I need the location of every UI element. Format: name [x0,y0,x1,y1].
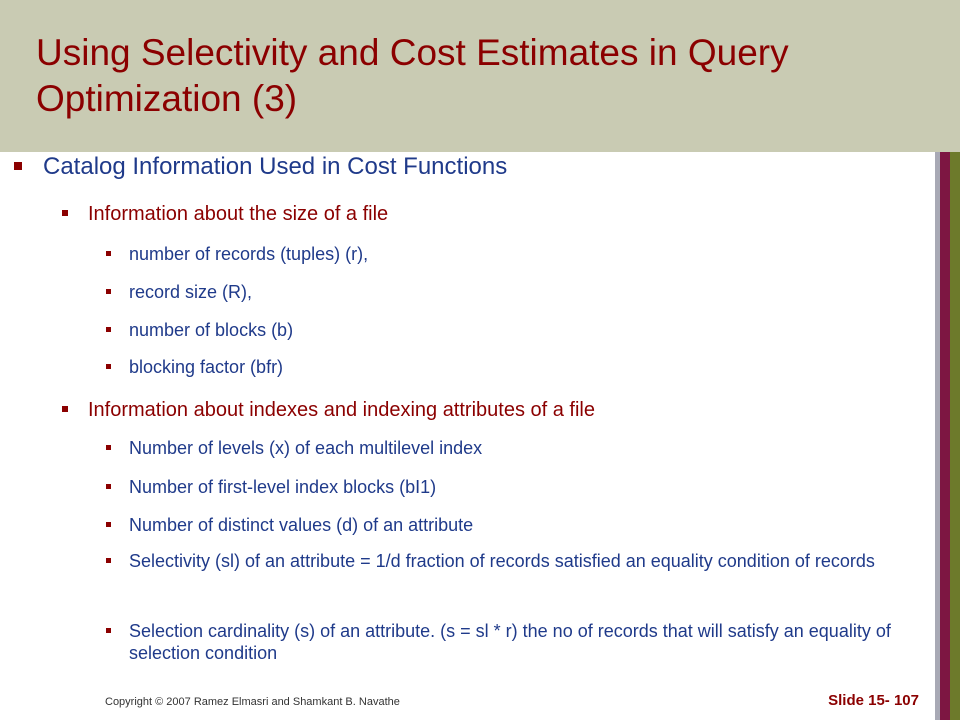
bullet-square-icon [62,210,68,216]
bullet-square-icon [106,628,111,633]
bullet-square-icon [106,445,111,450]
index-item-text: Number of distinct values (d) of an attribute [129,515,474,535]
slide-number: Slide 15- 107 [828,692,919,709]
file-size-item [106,243,906,265]
index-item-text: Number of first-level index blocks (bI1) [129,477,437,497]
bullet-file-size [62,202,388,226]
index-item-text: Selection cardinality (s) of an attribute. (s = sl * r) the no of records that will satisfy an equality of selection condition [129,621,891,663]
bullet-square-icon [106,364,111,369]
indexes-heading: Information about indexes and indexing attributes of a file [88,399,595,421]
file-size-item [106,319,906,341]
slide-title: Using Selectivity and Cost Estimates in Query Optimization (3) [36,32,789,119]
bullet-square-icon [106,484,111,489]
index-item [106,620,906,664]
side-bar-olive [950,152,960,720]
bullet-square-icon [106,289,111,294]
index-item [106,476,906,498]
bullet-indexes [62,398,595,422]
file-size-item-text: record size (R), [129,282,253,302]
file-size-item [106,356,906,378]
file-size-item-text: number of records (tuples) (r), [129,244,369,264]
bullet-square-icon [14,162,22,170]
file-size-heading: Information about the size of a file [88,203,389,225]
bullet-square-icon [106,522,111,527]
file-size-item [106,281,906,303]
index-item [106,437,906,459]
copyright-footer: Copyright © 2007 Ramez Elmasri and Shamkant B. Navathe [105,696,400,708]
side-decoration-bars [935,152,960,720]
bullet-square-icon [106,251,111,256]
index-item [106,514,906,536]
title-band [0,0,960,152]
bullet-level1 [14,153,507,181]
index-item-text: Number of levels (x) of each multilevel index [129,438,483,458]
index-item [106,550,906,572]
side-bar-maroon [940,152,950,720]
bullet-square-icon [106,327,111,332]
file-size-item-text: blocking factor (bfr) [129,357,284,377]
file-size-item-text: number of blocks (b) [129,320,294,340]
index-item-text: Selectivity (sl) of an attribute = 1/d fraction of records satisfied an equality condition of records [129,551,875,571]
bullet-square-icon [62,406,68,412]
bullet-level1-text: Catalog Information Used in Cost Functions [43,153,508,180]
bullet-square-icon [106,558,111,563]
